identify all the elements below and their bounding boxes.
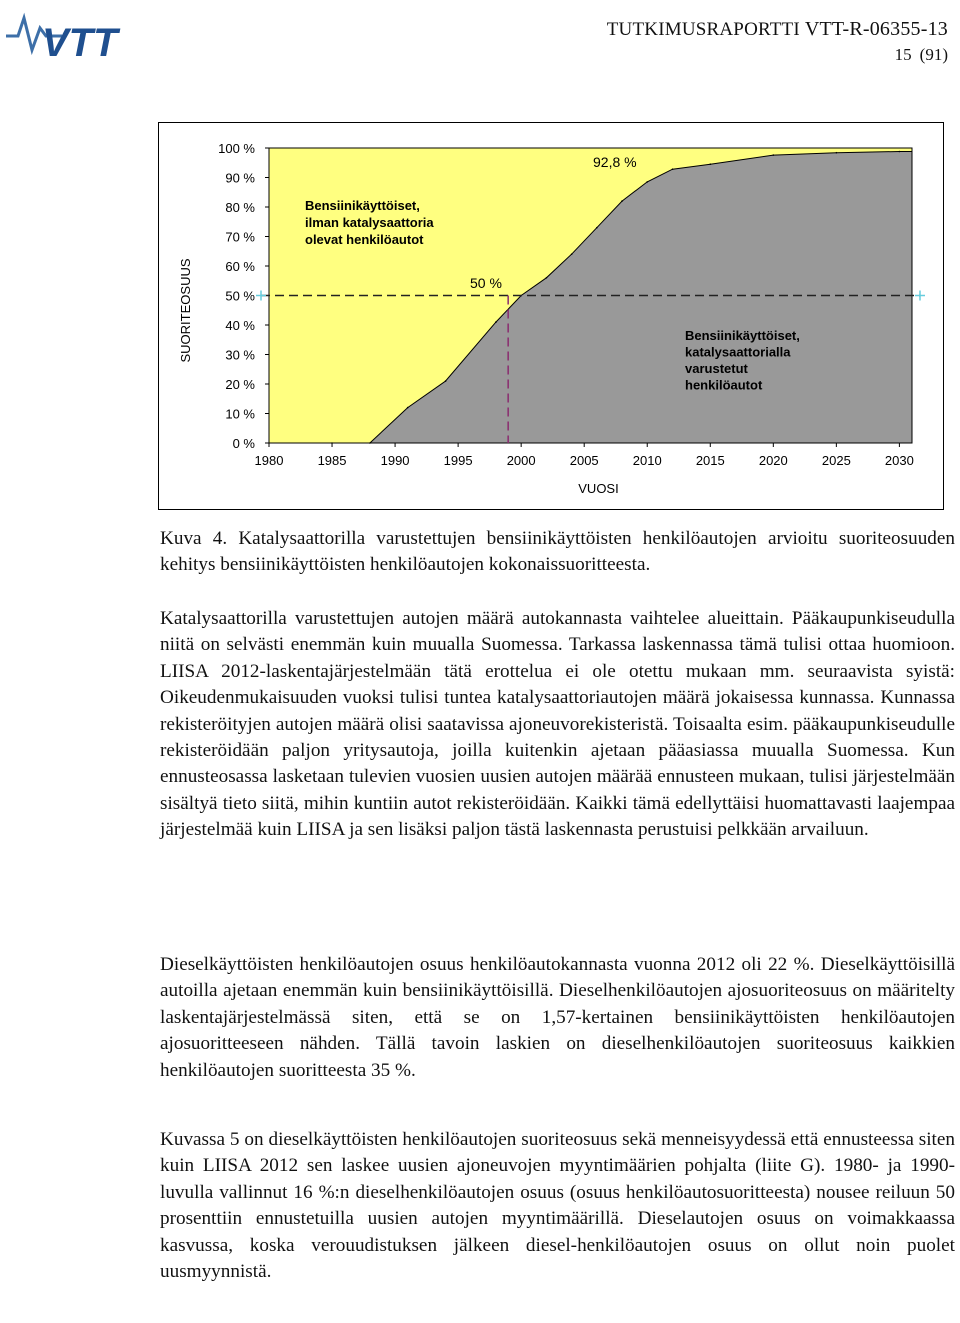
- vtt-logo: [2, 6, 162, 64]
- x-tick-label: 1985: [317, 453, 347, 468]
- y-tick-label: 60 %: [225, 259, 255, 274]
- x-tick-label: 2025: [821, 453, 851, 468]
- logo-text: VTT: [42, 21, 118, 64]
- y-tick-label: 50 %: [225, 288, 255, 304]
- data-point: [646, 181, 648, 183]
- x-tick-label: 2020: [758, 453, 788, 468]
- page-number: 15: [894, 45, 912, 64]
- data-point: [899, 151, 901, 153]
- y-tick-label: 80 %: [225, 200, 255, 215]
- data-point: [445, 380, 447, 382]
- x-tick-label: 1995: [443, 453, 473, 468]
- y-tick-label: 100 %: [218, 141, 255, 156]
- data-point: [495, 321, 497, 323]
- x-tick-label: 2015: [695, 453, 725, 468]
- data-point: [407, 407, 409, 409]
- page-total: (91): [919, 45, 948, 64]
- data-point: [596, 227, 598, 229]
- report-code: VTT-R-06355-13: [804, 18, 948, 40]
- annotation-upper-area: ilman katalysaattoria: [305, 215, 434, 230]
- y-tick-label: 40 %: [225, 318, 255, 333]
- annotation-lower-area: katalysaattorialla: [685, 344, 791, 360]
- x-tick-label: 2030: [884, 453, 914, 468]
- y-tick-label: 70 %: [225, 229, 255, 245]
- data-point: [710, 163, 712, 165]
- y-tick-label: 0 %: [232, 436, 255, 451]
- x-tick-label: 2005: [569, 453, 599, 468]
- x-axis-label: VUOSI: [578, 481, 619, 496]
- annotation-half: 50 %: [470, 275, 502, 291]
- annotation-upper-area: olevat henkilöautot: [305, 232, 424, 247]
- x-tick-label: 2010: [632, 453, 662, 468]
- figure-chart: [158, 122, 944, 510]
- x-tick-label: 1990: [380, 453, 410, 468]
- data-point: [571, 253, 573, 255]
- annotation-lower-area: henkilöautot: [685, 377, 763, 393]
- paragraph-3: Kuvassa 5 on dieselkäyttöisten henkilöautojen suoriteosuus sekä menneisyydessä että ennusteessa siten kuin LIISA 2012 sen laskee uusien ajoneuvojen myyntimäärien pohjalta (liite G). 1980- ja 1990-luvulla vallinnut 16 %:n dieselhenkilöautojen osuus (osuus henkilöautosuoritteesta) nousee reiluun 50 prosenttiin ennustetuilla uusien autojen myyntimäärillä. Dieselautojen osuus on voimakkaassa kasvussa, koska verouudistuksen jälkeen diesel-henkilöautojen osuus on ollut noin puolet uusmyynnistä.: [160, 1129, 955, 1283]
- x-tick-label: 1980: [254, 453, 284, 468]
- y-tick-label: 20 %: [225, 377, 255, 392]
- annotation-lower-area: varustetut: [685, 361, 748, 376]
- data-point: [672, 168, 674, 170]
- area-chart: [159, 123, 943, 509]
- y-axis-label: SUORITEOSUUS: [178, 258, 193, 363]
- y-tick-label: 30 %: [225, 347, 255, 363]
- data-point: [836, 152, 838, 154]
- annotation-peak: 92,8 %: [593, 154, 637, 170]
- y-tick-label: 10 %: [225, 406, 255, 422]
- figure-caption: Kuva 4. Katalysaattorilla varustettujen bensiinikäyttöisten henkilöautojen arvioitu suoriteosuuden kehitys bensiinikäyttöisten henkilöautojen kokonaissuoritteesta.: [160, 528, 955, 576]
- y-tick-label: 90 %: [225, 170, 255, 186]
- data-point: [621, 200, 623, 202]
- report-header: [607, 18, 948, 65]
- report-type: TUTKIMUSRAPORTTI: [606, 19, 800, 40]
- annotation-upper-area: Bensiinikäyttöiset,: [305, 198, 420, 213]
- data-point: [369, 442, 371, 444]
- data-point: [773, 154, 775, 156]
- paragraph-2: Dieselkäyttöisten henkilöautojen osuus henkilöautokannasta vuonna 2012 oli 22 %. Dieselkäyttöisillä autoilla ajetaan enemmän kuin bensiinikäyttöisillä. Dieselhenkilöautojen ajosuoriteosuus on määritelty laskentajärjestelmässä siten, että se on 1,57-kertainen bensiinikäyttöisten henkilöautojen ajosuoritteeseen nähden. Tällä tavoin laskien on dieselhenkilöautojen suoriteosuus kaikkien henkilöautojen suoritteesta 35 %.: [160, 954, 955, 1081]
- paragraph-1: Katalysaattorilla varustettujen autojen määrä autokannasta vaihtelee alueittain. Pääkaupunkiseudulla niitä on selvästi enemmän kuin muualla Suomessa. Tarkassa laskennassa tämä tulisi ottaa huomioon. LIISA 2012-laskentajärjestelmään tätä erottelua ei ole otettu mukaan mm. seuraavista syistä: Oikeudenmukaisuuden vuoksi tulisi tuntea katalysaattoriautojen määrä jokaisessa kunnassa. Kunnassa rekisteröityjen autojen määrä olisi saatavissa ajoneuvorekisteristä. Toisaalta esim. pääkaupunkiseudulle rekisteröidään paljon yritysautoja, joilla kuitenkin ajetaan pääasiassa muualla Suomessa. Kun ennusteosassa lasketaan tulevien vuosien uusien autojen määrää ennusteen mukaan, tulisi järjestelmään sisältyä tieto siitä, mihin kuntiin autot rekisteröidään. Kaikki tämä edellyttäisi huomattavasti laajempaa järjestelmää kuin LIISA ja sen lisäksi paljon tästä laskennasta perustuisi pelkkään arvailuun.: [160, 608, 955, 841]
- data-point: [546, 277, 548, 279]
- annotation-lower-area: Bensiinikäyttöiset,: [685, 328, 800, 343]
- x-tick-label: 2000: [506, 453, 536, 468]
